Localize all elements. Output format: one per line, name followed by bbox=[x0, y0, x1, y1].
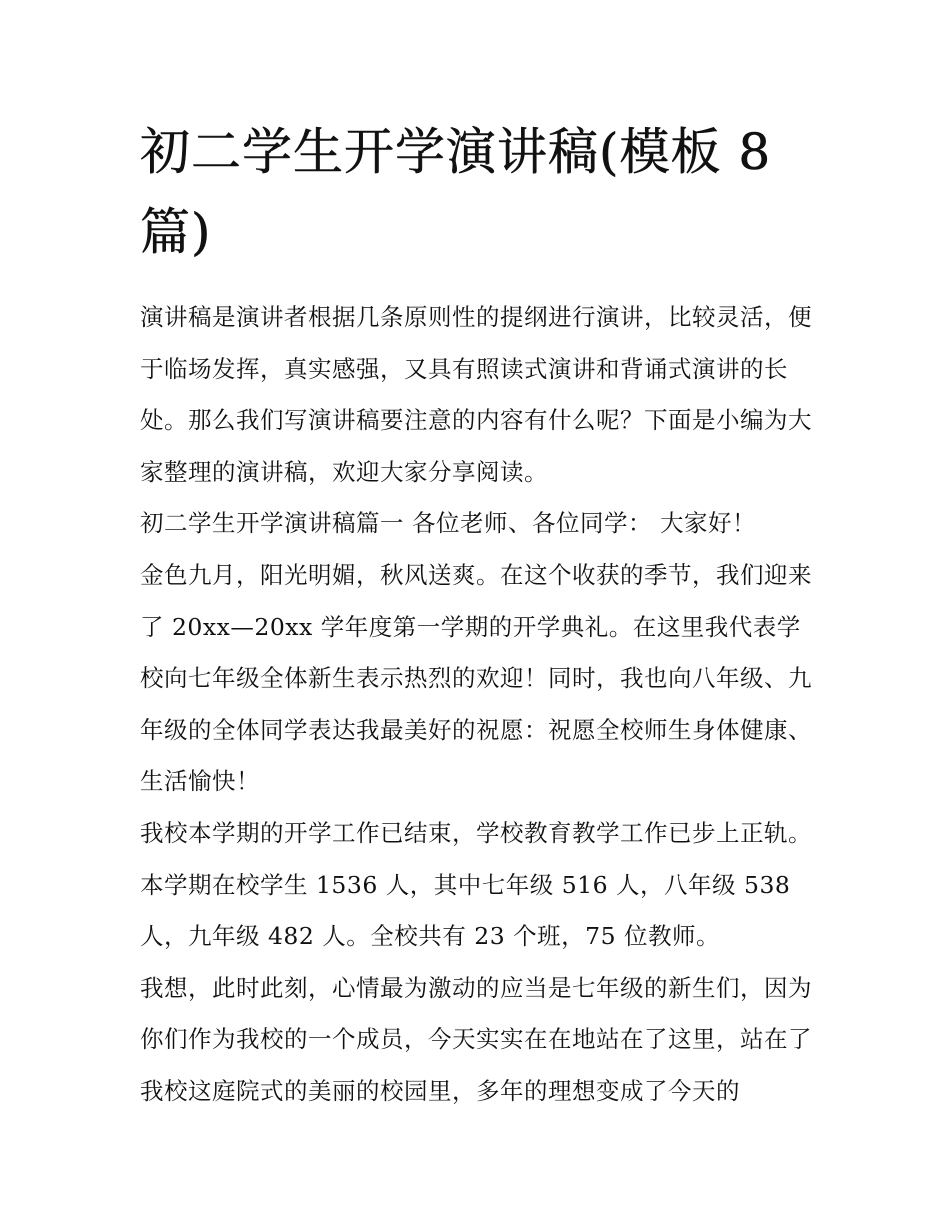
intro-paragraph: 演讲稿是演讲者根据几条原则性的提纲进行演讲，比较灵活，便于临场发挥，真实感强，又具有照读式演讲和背诵式演讲的长处。那么我们写演讲稿要注意的内容有什么呢？下面是小编为大家整理的演讲稿，欢迎大家分享阅读。 bbox=[140, 303, 812, 486]
new-students-paragraph: 我想，此时此刻，心情最为激动的应当是七年级的新生们，因为你们作为我校的一个成员，今天实实在在地站在了这里，站在了我校这庭院式的美丽的校园里，多年的理想变成了今天的 bbox=[140, 973, 812, 1105]
speech-heading-paragraph: 初二学生开学演讲稿篇一 各位老师、各位同学： 大家好！ bbox=[140, 509, 756, 538]
document-title: 初二学生开学演讲稿(模板 8 篇) bbox=[140, 123, 772, 261]
document-page bbox=[140, 112, 820, 1118]
welcome-paragraph: 金色九月，阳光明媚，秋风送爽。在这个收获的季节，我们迎来了 20xx—20xx 学年度第一学期的开学典礼。在这里我代表学校向七年级全体新生表示热烈的欢迎！同时，我也向八年级、九年级的全体同学表达我最美好的祝愿：祝愿全校师生身体健康、生活愉快！ bbox=[140, 560, 812, 796]
school-stats-paragraph: 我校本学期的开学工作已结束，学校教育教学工作已步上正轨。本学期在校学生 1536 人，其中七年级 516 人，八年级 538 人，九年级 482 人。全校共有 23 个班，75 位教师。 bbox=[140, 818, 812, 951]
